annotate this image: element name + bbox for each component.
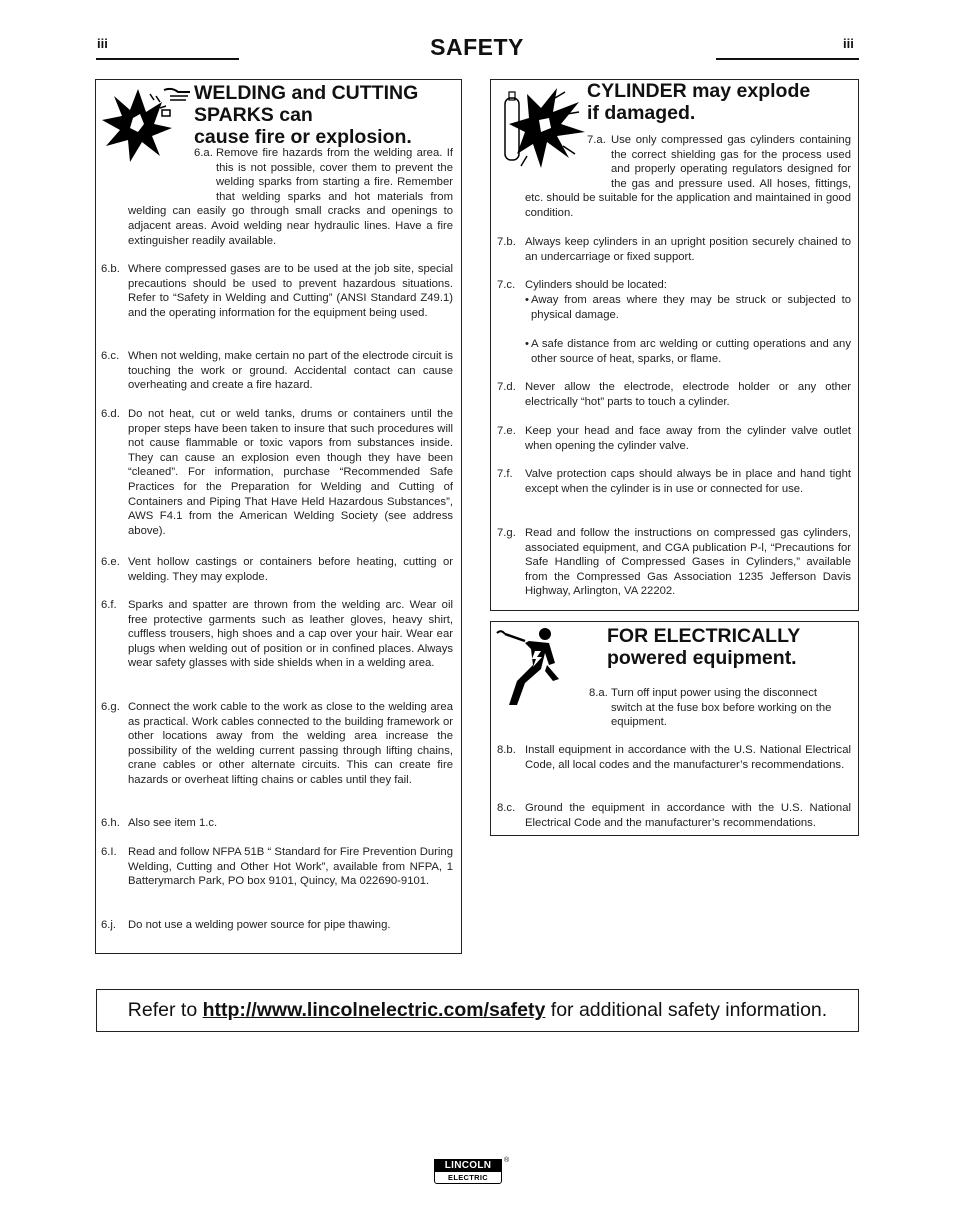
item-6b [101, 262, 453, 320]
logo-bottom: ELECTRIC [434, 1171, 502, 1184]
item-text: Never allow the electrode, electrode holder or any other electrically “hot” parts to touch a cylinder. [525, 381, 851, 408]
item-number: 8.c. [497, 802, 516, 814]
item-text: Ground the equipment in accordance with the U.S. National Electrical Code and the manufacturer’s recommendations. [525, 802, 851, 829]
item-number: 6.g. [101, 701, 120, 713]
item-text: Do not use a welding power source for pipe thawing. [128, 919, 391, 931]
item-7b [497, 235, 851, 264]
text-wrap-spacer [525, 133, 611, 191]
logo-registered: ® [504, 1157, 510, 1164]
item-6c [101, 349, 453, 393]
item-number: 7.e. [497, 425, 516, 437]
item-number: 7.g. [497, 527, 516, 539]
item-number: 7.d. [497, 381, 516, 393]
electric-shock-icon [495, 625, 565, 707]
item-text: Sparks and spatter are thrown from the welding arc. Wear oil free protective garments such as leather gloves, heavy shirt, cuffless trousers, high shoes and a cap over your hair. Wear ear plugs when welding out of position or in confined places. Always wear safety glasses with side shields when in a welding area. [128, 599, 453, 670]
item-8a [589, 686, 839, 730]
item-number: 6.c. [101, 350, 120, 362]
item-text: Read and follow NFPA 51B “ Standard for Fire Prevention During Welding, Cutting and Other Hot Work”, available from NFPA, 1 Batterymarch Park, PO box 9101, Quincy, Ma 022690-9101. [128, 846, 453, 888]
item-8c [497, 801, 851, 830]
item-number: 6.h. [101, 817, 120, 829]
bullet-icon: • [525, 294, 529, 306]
item-6h [101, 816, 453, 831]
welding-heading-line-3: cause fire or explosion. [194, 125, 412, 148]
item-text: Use only compressed gas cylinders containing the correct shielding gas for the process used and properly operating regulators designed for the gas and pressure used. All hoses, fittings, etc. should be suitable for the application and maintained in good condition. [525, 134, 851, 219]
item-number: 6.f. [101, 599, 117, 611]
item-text: When not welding, make certain no part of the electrode circuit is touching the work or ground. Accidental contact can cause overheating and create a fire hazard. [128, 350, 453, 392]
welding-heading [194, 83, 418, 148]
item-number: 6.e. [101, 556, 120, 568]
item-text: Keep your head and face away from the cylinder valve outlet when opening the cylinder valve. [525, 425, 851, 452]
item-number: 8.a. [589, 687, 608, 699]
item-text: Cylinders should be located: [525, 279, 667, 291]
item-text: Install equipment in accordance with the U.S. National Electrical Code, all local codes and the manufacturer’s recommendations. [525, 744, 851, 771]
footer-prefix: Refer to [127, 999, 198, 1021]
cylinder-heading-line-1: CYLINDER may explode [587, 80, 811, 102]
page-number-right: iii [843, 36, 854, 51]
electrical-heading-line-2: powered equipment. [607, 646, 797, 669]
item-6g [101, 700, 453, 788]
safety-reference-banner [96, 989, 859, 1032]
electrical-heading [607, 626, 800, 670]
item-number: 7.c. [497, 279, 516, 291]
item-text: Read and follow the instructions on compressed gas cylinders, associated equipment, and CGA publication P-l, “Precautions for Safe Handling of Compressed Gases in Cylinders,” available from the Compressed Gas Association 1235 Jefferson Davis Highway, Arlington, VA 22202. [525, 527, 851, 598]
item-number: 6.d. [101, 408, 120, 420]
electrical-heading-line-1: FOR ELECTRICALLY [607, 625, 801, 647]
item-text: Connect the work cable to the work as close to the welding area as practical. Work cables connected to the building framework or other locations away from the welding area increase the possibility of the welding current passing through lifting chains, crane cables or other alternate circuits. This can create fire hazards or overheat lifting chains or cables until they fail. [128, 701, 453, 786]
item-6i [101, 845, 453, 889]
safety-link[interactable]: http://www.lincolnelectric.com/safety [202, 999, 546, 1021]
item-6a [128, 146, 453, 248]
logo-top: LINCOLN [434, 1159, 502, 1172]
item-text: Always keep cylinders in an upright position securely chained to an undercarriage or fixed support. [525, 236, 851, 263]
cylinder-heading-line-2: if damaged. [587, 101, 696, 124]
item-7f [497, 467, 851, 496]
item-text: Away from areas where they may be struck or subjected to physical damage. [531, 294, 851, 321]
item-text: Also see item 1.c. [128, 817, 218, 829]
item-6d [101, 407, 453, 538]
item-7e [497, 424, 851, 453]
page-title: SAFETY [430, 34, 524, 60]
text-wrap-spacer [128, 146, 216, 190]
item-number: 6.b. [101, 263, 120, 275]
item-7g [497, 526, 851, 599]
item-8b [497, 743, 851, 772]
bullet-item [525, 337, 851, 366]
footer-suffix: for additional safety information. [550, 999, 828, 1021]
item-number: 6.a. [194, 147, 213, 159]
item-6f [101, 598, 453, 671]
page-number-left: iii [97, 36, 108, 51]
item-number: 6.j. [101, 919, 117, 931]
lincoln-electric-logo [434, 1159, 510, 1185]
item-7d [497, 380, 851, 409]
item-text: Do not heat, cut or weld tanks, drums or containers until the proper steps have been taken to insure that such procedures will not cause flammable or toxic vapors from substances inside. They can cause an explosion even though they have been “cleaned”. For information, purchase “Recommended Safe Practices for the Preparation for Welding and Cutting of Containers and Piping That Have Held Hazardous Substances”, AWS F4.1 from the American Welding Society (see address above). [128, 408, 453, 537]
item-number: 7.f. [497, 468, 513, 480]
item-number: 7.b. [497, 236, 516, 248]
item-number: 7.a. [587, 134, 606, 146]
welding-heading-line-2: SPARKS can [194, 103, 313, 126]
bullet-item [525, 293, 851, 322]
item-text: Vent hollow castings or containers before heating, cutting or welding. They may explode. [128, 556, 453, 583]
item-number: 8.b. [497, 744, 516, 756]
item-7a-body [525, 133, 851, 221]
item-text: Turn off input power using the disconnect switch at the fuse box before working on the equipment. [611, 687, 832, 729]
item-6a-text: Remove fire hazards from the welding area. If this is not possible, cover them to prevent the welding sparks from starting a fire. Remember that welding sparks and hot materials from welding can easily go through small cracks and openings to adjacent areas. Avoid welding near hydraulic lines. Have a fire extinguisher readily available. [128, 147, 453, 247]
item-text: A safe distance from arc welding or cutting operations and any other source of heat, sparks, or flame. [531, 338, 851, 365]
item-text: Valve protection caps should always be in place and hand tight except when the cylinder is in use or connected for use. [525, 468, 851, 495]
item-6j [101, 918, 453, 933]
item-7c [497, 278, 851, 293]
bullet-icon: • [525, 338, 529, 350]
item-text: Where compressed gases are to be used at the job site, special precautions should be used to prevent hazardous situations. Refer to “Safety in Welding and Cutting” (ANSI Standard Z49.1) and the operating information for the equipment being used. [128, 263, 453, 319]
item-6e [101, 555, 453, 584]
item-number: 6.I. [101, 846, 117, 858]
welding-heading-line-1: WELDING and CUTTING [194, 82, 419, 104]
cylinder-heading [587, 81, 810, 125]
